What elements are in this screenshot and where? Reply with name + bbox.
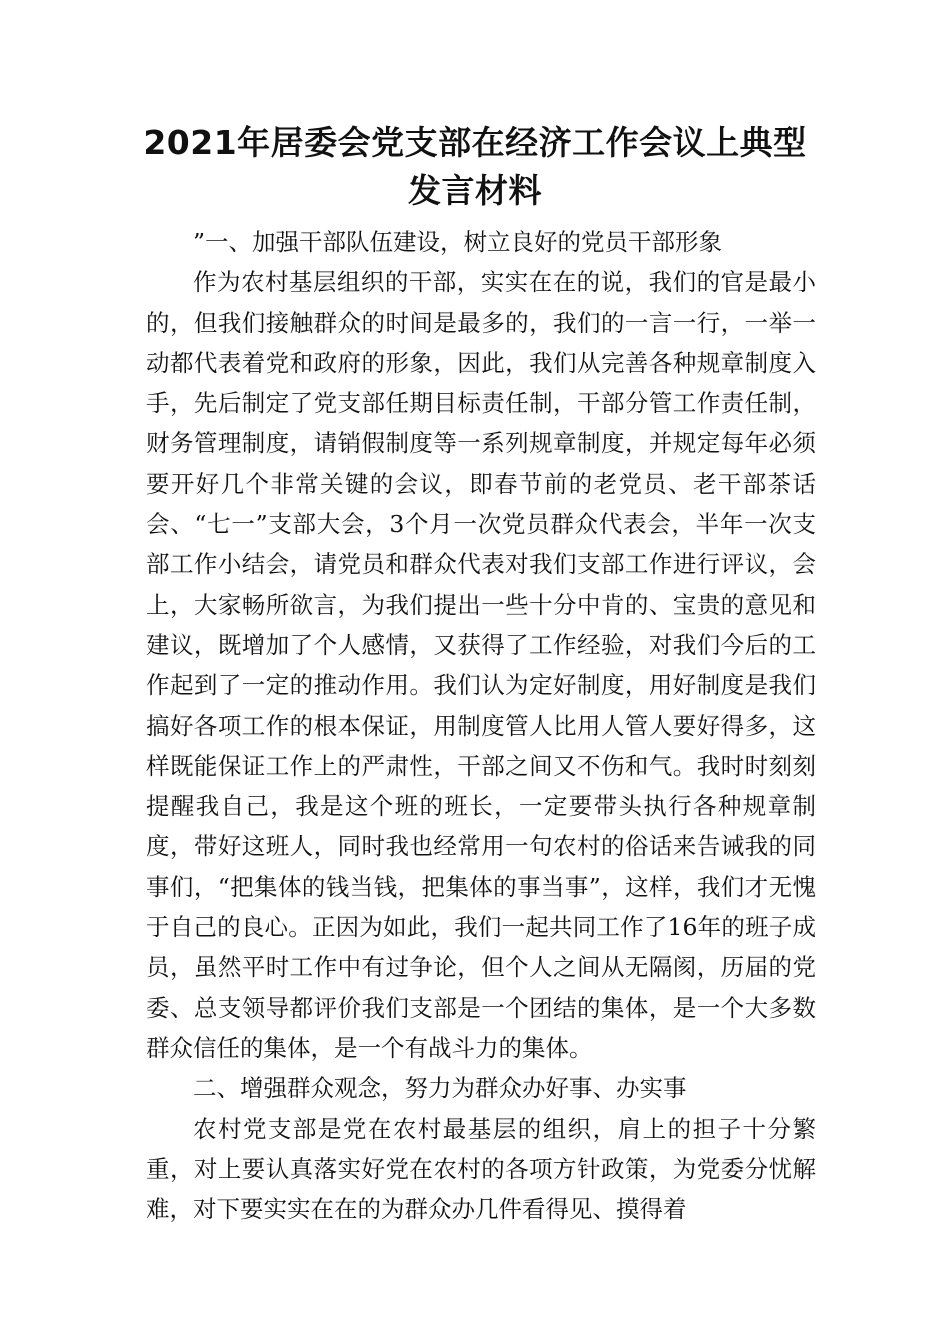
section-heading-2: 二、增强群众观念，努力为群众办好事、办实事 bbox=[193, 1074, 687, 1103]
document-body bbox=[146, 222, 816, 1229]
section-heading-1: ”一、加强干部队伍建设，树立良好的党员干部形象 bbox=[193, 228, 723, 256]
document-title-line-2: 发言材料 bbox=[408, 171, 542, 210]
body-paragraph-1: 作为农村基层组织的干部，实实在在的说，我们的官是最小的，但我们接触群众的时间是最多的，我们的一言一行，一举一动都代表着党和政府的形象，因此，我们从完善各种规章制度入手，先后制定了党支部任期目标责任制，干部分管工作责任制，财务管理制度，请销假制度等一系列规章制度，并规定每年必须要开好几个非常关键的会议，即春节前的老党员、老干部茶话会、“七一”支部大会，3个月一次党员群众代表会，半年一次支部工作小结会，请党员和群众代表对我们支部工作进行评议，会上，大家畅所欲言，为我们提出一些十分中肯的、宝贵的意见和建议，既增加了个人感情，又获得了工作经验，对我们今后的工作起到了一定的推动作用。我们认为定好制度，用好制度是我们搞好各项工作的根本保证，用制度管人比用人管人要好得多，这样既能保证工作上的严肃性，干部之间又不伤和气。我时时刻刻提醒我自己，我是这个班的班长，一定要带头执行各种规章制度，带好这班人，同时我也经常用一句农村的俗话来告诫我的同事们，“把集体的钱当钱，把集体的事当事”，这样，我们才无愧于自己的良心。正因为如此，我们一起共同工作了16年的班子成员，虽然平时工作中有过争论，但个人之间从无隔阂，历届的党委、总支领导都评价我们支部是一个团结的集体，是一个大多数群众信任的集体，是一个有战斗力的集体。 bbox=[146, 268, 816, 1062]
body-paragraph-2: 农村党支部是党在农村最基层的组织，肩上的担子十分繁重，对上要认真落实好党在农村的各项方针政策，为党委分忧解难，对下要实实在在的为群众办几件看得见、摸得着 bbox=[146, 1114, 816, 1224]
document-title-line-1: 2021年居委会党支部在经济工作会议上典型 bbox=[143, 123, 807, 162]
